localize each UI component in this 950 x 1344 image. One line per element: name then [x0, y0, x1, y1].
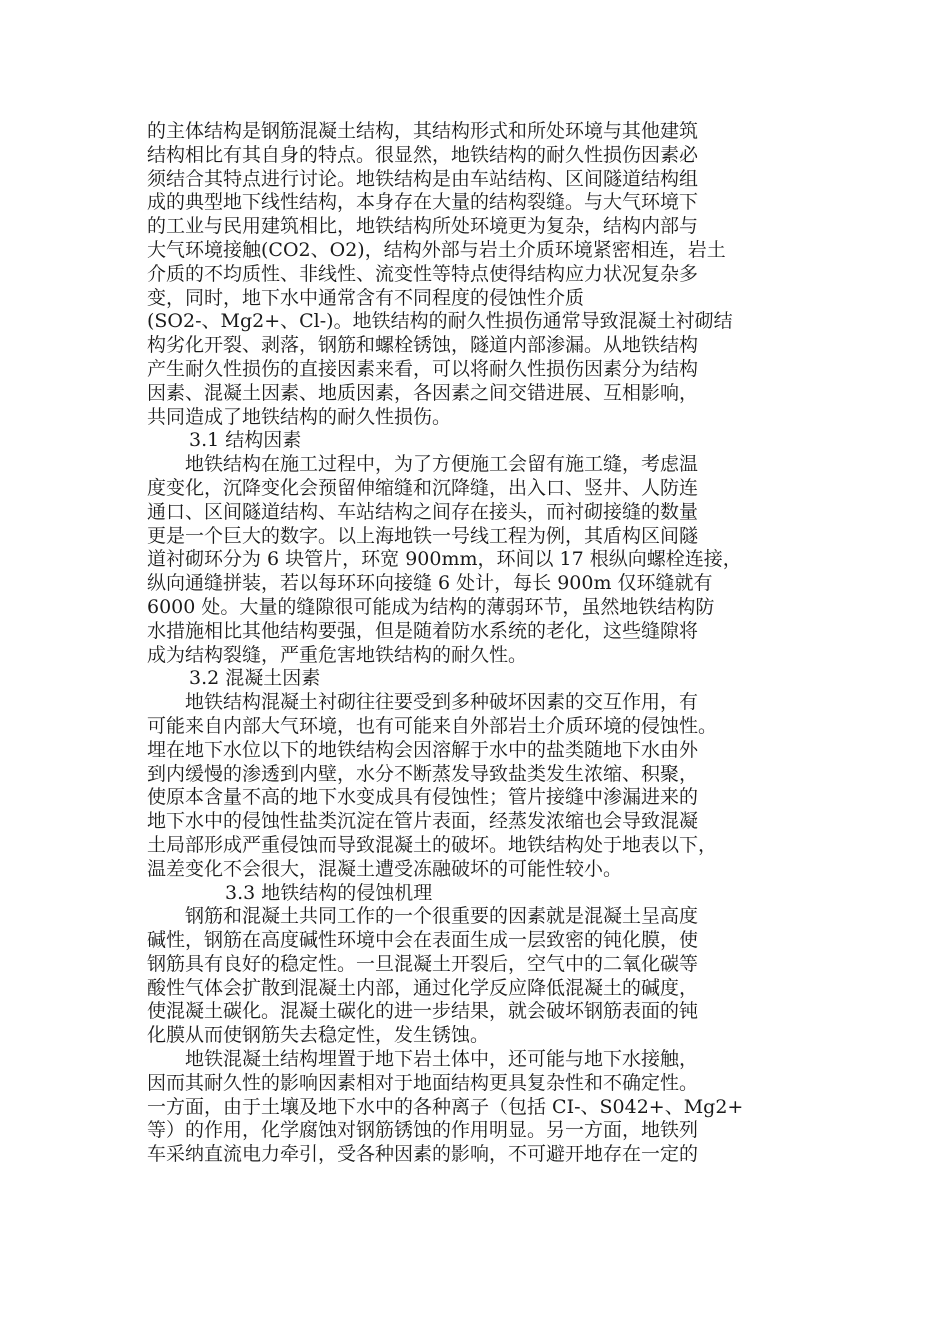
text-line: 一方面，由于土壤及地下水中的各种离子（包括 CI-、S042+、Mg2+: [147, 1095, 744, 1118]
text-line: 道衬砌环分为 6 块管片，环宽 900mm，环间以 17 根纵向螺栓连接，: [147, 548, 742, 571]
text-line: 等）的作用，化学腐蚀对钢筋锈蚀的作用明显。另一方面，地铁列: [147, 1119, 699, 1142]
text-line: 因素、混凝土因素、地质因素，各因素之间交错进展、互相影响，: [147, 381, 699, 404]
text-line: 土局部形成严重侵蚀而导致混凝土的破坏。地铁结构处于地表以下，: [147, 833, 718, 856]
text-line: 6000 处。大量的缝隙很可能成为结构的薄弱环节，虽然地铁结构防: [147, 595, 715, 618]
text-line: 产生耐久性损伤的直接因素来看，可以将耐久性损伤因素分为结构: [147, 357, 699, 380]
text-line: 使混凝土碳化。混凝土碳化的进一步结果，就会破坏钢筋表面的钝: [147, 1000, 699, 1023]
text-line: 构劣化开裂、剥落，钢筋和螺栓锈蚀，隧道内部渗漏。从地铁结构: [147, 334, 699, 357]
text-line: 因而其耐久性的影响因素相对于地面结构更具复杂性和不确定性。: [147, 1071, 699, 1094]
text-line: 大气环境接触(CO2、O2)，结构外部与岩土介质环境紧密相连，岩土: [147, 238, 726, 261]
text-line: 地铁结构混凝土衬砌往往要受到多种破坏因素的交互作用，有: [185, 691, 699, 714]
text-line: 更是一个巨大的数字。以上海地铁一号线工程为例，其盾构区间隧: [147, 524, 699, 547]
text-line: 钢筋和混凝土共同工作的一个很重要的因素就是混凝土呈高度: [185, 905, 699, 928]
text-line: 温差变化不会很大，混凝土遭受冻融破坏的可能性较小。: [147, 857, 623, 880]
text-line: 碱性，钢筋在高度碱性环境中会在表面生成一层致密的钝化膜，使: [147, 929, 699, 952]
text-line: 地铁混凝土结构埋置于地下岩土体中，还可能与地下水接触，: [185, 1048, 699, 1071]
text-line: 地铁结构在施工过程中，为了方便施工会留有施工缝，考虑温: [185, 453, 699, 476]
text-line: 地下水中的侵蚀性盐类沉淀在管片表面，经蒸发浓缩也会导致混凝: [147, 810, 699, 833]
text-line: 度变化，沉降变化会预留伸缩缝和沉降缝，出入口、竖井、人防连: [147, 476, 699, 499]
section-heading: 3.1 结构因素: [189, 429, 302, 452]
document-body: [147, 120, 811, 1167]
text-line: (SO2-、Mg2+、Cl-)。地铁结构的耐久性损伤通常导致混凝土衬砌结: [147, 310, 733, 333]
text-line: 可能来自内部大气环境，也有可能来自外部岩土介质环境的侵蚀性。: [147, 714, 718, 737]
text-line: 化膜从而使钢筋失去稳定性，发生锈蚀。: [147, 1024, 490, 1047]
text-line: 的主体结构是钢筋混凝土结构，其结构形式和所处环境与其他建筑: [147, 120, 699, 142]
text-line: 酸性气体会扩散到混凝土内部，通过化学反应降低混凝土的碱度，: [147, 976, 699, 999]
text-line: 成为结构裂缝，严重危害地铁结构的耐久性。: [147, 643, 528, 666]
text-line: 须结合其特点进行讨论。地铁结构是由车站结构、区间隧道结构组: [147, 167, 699, 190]
text-line: 的工业与民用建筑相比，地铁结构所处环境更为复杂，结构内部与: [147, 215, 699, 238]
text-line: 结构相比有其自身的特点。很显然，地铁结构的耐久性损伤因素必: [147, 143, 699, 166]
text-line: 共同造成了地铁结构的耐久性损伤。: [147, 405, 452, 428]
text-line: 车采纳直流电力牵引，受各种因素的影响，不可避开地存在一定的: [147, 1143, 699, 1166]
text-line: 使原本含量不高的地下水变成具有侵蚀性；管片接缝中渗漏进来的: [147, 786, 699, 809]
text-line: 成的典型地下线性结构，本身存在大量的结构裂缝。与大气环境下: [147, 191, 699, 214]
intro-paragraph: [147, 120, 811, 429]
text-line: 变，同时，地下水中通常含有不同程度的侵蚀性介质: [147, 286, 585, 309]
text-line: 埋在地下水位以下的地铁结构会因溶解于水中的盐类随地下水由外: [147, 738, 699, 761]
text-line: 水措施相比其他结构要强，但是随着防水系统的老化，这些缝隙将: [147, 619, 699, 642]
text-line: 介质的不均质性、非线性、流变性等特点使得结构应力状况复杂多: [147, 262, 699, 285]
section-3-1: [147, 429, 811, 667]
section-3-3: [147, 882, 811, 1168]
text-line: 纵向通缝拼装，若以每环环向接缝 6 处计，每长 900m 仅环缝就有: [147, 572, 713, 595]
text-line: 钢筋具有良好的稳定性。一旦混凝土开裂后，空气中的二氧化碳等: [147, 952, 699, 975]
text-line: 到内缓慢的渗透到内壁，水分不断蒸发导致盐类发生浓缩、积聚，: [147, 762, 699, 785]
section-heading: 3.2 混凝土因素: [189, 667, 321, 690]
text-line: 通口、区间隧道结构、车站结构之间存在接头，而衬砌接缝的数量: [147, 500, 699, 523]
section-heading: 3.3 地铁结构的侵蚀机理: [225, 881, 433, 904]
section-3-2: [147, 667, 811, 881]
